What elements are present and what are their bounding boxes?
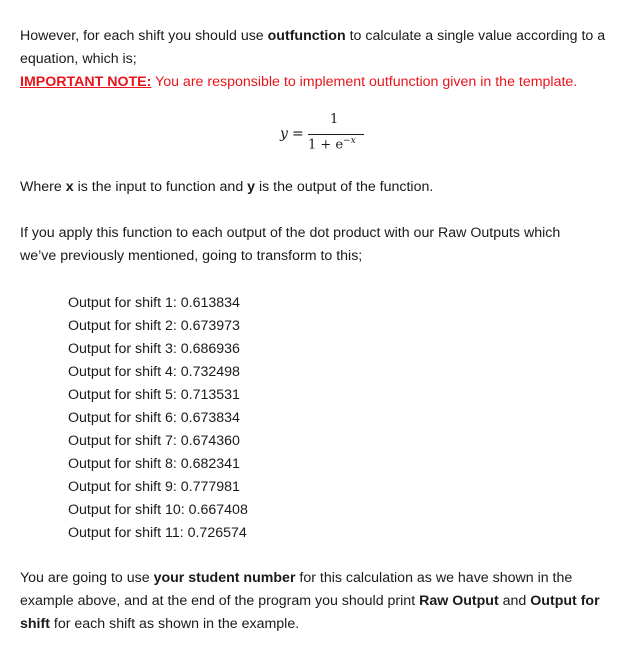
where-x: x [65,179,74,195]
important-note-text: You are responsible to implement outfunction given in the template. [151,74,578,90]
formula-equals: = [292,126,304,142]
where-pre: Where [20,179,66,195]
formula-lhs: y [280,126,288,142]
intro-text-post: to calculate a single value according to a [345,28,606,44]
shift-keyword: shift [20,616,50,632]
important-note-label: IMPORTANT NOTE: [20,74,152,90]
closing-l2-pre: example above, and at the end of the program you should print [20,593,420,609]
output-for-keyword: Output for [530,593,600,609]
apply-line-1: If you apply this function to each output of the dot product with our Raw Outputs which [20,225,561,241]
shift-output-item: Output for shift 4: 0.732498 [68,364,240,380]
formula-denominator-exponent: −x [343,136,356,146]
shift-output-item: Output for shift 7: 0.674360 [68,433,240,449]
shift-output-item: Output for shift 2: 0.673973 [68,318,240,334]
where-mid: is the input to function and [73,179,248,195]
closing-line-1 [20,568,572,588]
outfunction-keyword: outfunction [267,28,346,44]
shift-output-list [68,292,248,545]
shift-output-item: Output for shift 10: 0.667408 [68,502,248,518]
closing-l1-post: for this calculation as we have shown in the [295,570,573,586]
where-y: y [247,179,256,195]
intro-line-1 [20,26,605,46]
raw-output-keyword: Raw Output [419,593,499,609]
shift-output-item: Output for shift 6: 0.673834 [68,410,240,426]
intro-line-2: equation, which is; [20,51,137,67]
shift-output-item: Output for shift 3: 0.686936 [68,341,240,357]
fraction-bar [308,134,364,135]
shift-output-item: Output for shift 1: 0.613834 [68,295,240,311]
closing-l3-post: for each shift as shown in the example. [49,616,300,632]
closing-l1-pre: You are going to use [20,570,154,586]
closing-line-3 [20,614,299,634]
formula-numerator: 1 [330,112,339,127]
shift-output-item: Output for shift 5: 0.713531 [68,387,240,403]
where-post: is the output of the function. [255,179,434,195]
sigmoid-formula [280,112,380,162]
shift-output-item: Output for shift 11: 0.726574 [68,525,247,541]
shift-output-item: Output for shift 8: 0.682341 [68,456,240,472]
shift-output-item: Output for shift 9: 0.777981 [68,479,240,495]
formula-denominator-base: 1 + e [308,137,344,153]
student-number-keyword: your student number [153,570,296,586]
formula-denominator [308,136,356,152]
apply-line-2: we’ve previously mentioned, going to transform to this; [20,248,363,264]
where-line [20,177,433,197]
intro-text-pre: However, for each shift you should use [20,28,268,44]
closing-line-2 [20,591,600,611]
closing-l2-mid: and [498,593,531,609]
important-note [20,72,577,92]
